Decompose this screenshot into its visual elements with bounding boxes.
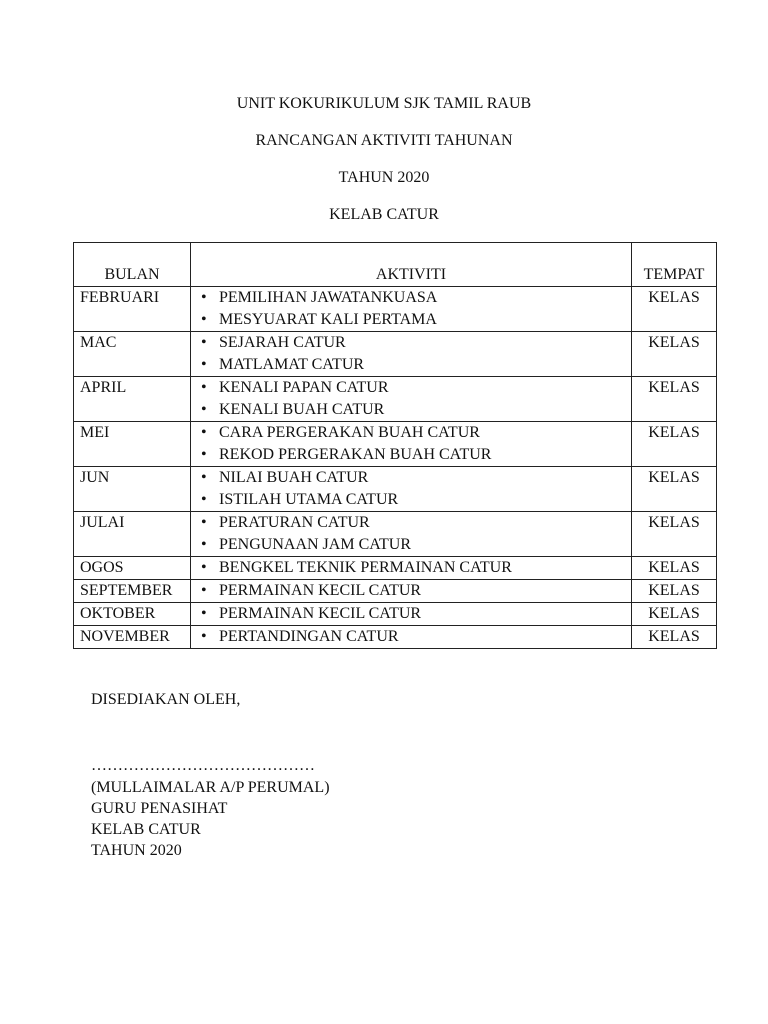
activity-item: • MATLAMAT CATUR xyxy=(197,354,625,376)
table-row xyxy=(74,287,717,332)
activity-item: • PENGUNAAN JAM CATUR xyxy=(197,534,625,556)
month-cell: FEBRUARI xyxy=(74,287,191,332)
activity-list xyxy=(197,377,625,421)
signatory-year: TAHUN 2020 xyxy=(91,842,182,859)
venue-cell: KELAS xyxy=(632,377,717,422)
activity-cell xyxy=(191,287,632,332)
venue-cell: KELAS xyxy=(632,580,717,603)
signatory-name: (MULLAIMALAR A/P PERUMAL) xyxy=(91,779,330,796)
activity-item: • SEJARAH CATUR xyxy=(197,332,625,354)
table-row xyxy=(74,377,717,422)
school-unit-title: UNIT KOKURIKULUM SJK TAMIL RAUB xyxy=(236,95,532,112)
venue-cell: KELAS xyxy=(632,287,717,332)
year-title: TAHUN 2020 xyxy=(338,169,430,186)
activity-cell xyxy=(191,422,632,467)
activity-item: • NILAI BUAH CATUR xyxy=(197,467,625,489)
activity-item: • KENALI BUAH CATUR xyxy=(197,399,625,421)
table-body xyxy=(74,287,717,649)
activity-item: • PERTANDINGAN CATUR xyxy=(197,626,625,648)
activity-item: • CARA PERGERAKAN BUAH CATUR xyxy=(197,422,625,444)
activity-cell xyxy=(191,603,632,626)
table-row xyxy=(74,512,717,557)
table-row xyxy=(74,422,717,467)
activity-list xyxy=(197,422,625,466)
prepared-by-label: DISEDIAKAN OLEH, xyxy=(91,691,241,708)
activity-item: • REKOD PERGERAKAN BUAH CATUR xyxy=(197,444,625,466)
activity-table xyxy=(73,242,717,649)
table-row xyxy=(74,557,717,580)
activity-list xyxy=(197,332,625,376)
venue-cell: KELAS xyxy=(632,467,717,512)
activity-item: • MESYUARAT KALI PERTAMA xyxy=(197,309,625,331)
activity-cell xyxy=(191,580,632,603)
signatory-role: GURU PENASIHAT xyxy=(91,800,228,817)
month-cell: MEI xyxy=(74,422,191,467)
month-cell: NOVEMBER xyxy=(74,626,191,649)
activity-cell xyxy=(191,467,632,512)
plan-title: RANCANGAN AKTIVITI TAHUNAN xyxy=(255,132,513,149)
table-header-row xyxy=(74,243,717,287)
month-cell: OGOS xyxy=(74,557,191,580)
activity-item: • PERATURAN CATUR xyxy=(197,512,625,534)
venue-cell: KELAS xyxy=(632,512,717,557)
activity-item: • PEMILIHAN JAWATANKUASA xyxy=(197,287,625,309)
table-row xyxy=(74,580,717,603)
signature-line: …………………………………… xyxy=(91,757,315,774)
activity-list xyxy=(197,287,625,331)
table-row xyxy=(74,332,717,377)
activity-list xyxy=(197,467,625,511)
column-header-aktiviti: AKTIVITI xyxy=(191,243,632,287)
activity-list xyxy=(197,512,625,556)
activity-list xyxy=(197,603,625,625)
activity-item: • PERMAINAN KECIL CATUR xyxy=(197,580,625,602)
venue-cell: KELAS xyxy=(632,557,717,580)
activity-list xyxy=(197,580,625,602)
club-title: KELAB CATUR xyxy=(329,206,439,223)
activity-item: • ISTILAH UTAMA CATUR xyxy=(197,489,625,511)
activity-list xyxy=(197,626,625,648)
signatory-club: KELAB CATUR xyxy=(91,821,201,838)
month-cell: JULAI xyxy=(74,512,191,557)
activity-cell xyxy=(191,512,632,557)
table-row xyxy=(74,603,717,626)
activity-cell xyxy=(191,332,632,377)
column-header-bulan: BULAN xyxy=(74,243,191,287)
venue-cell: KELAS xyxy=(632,332,717,377)
activity-item: • KENALI PAPAN CATUR xyxy=(197,377,625,399)
activity-cell xyxy=(191,626,632,649)
venue-cell: KELAS xyxy=(632,626,717,649)
activity-cell xyxy=(191,557,632,580)
venue-cell: KELAS xyxy=(632,603,717,626)
activity-list xyxy=(197,557,625,579)
column-header-tempat: TEMPAT xyxy=(632,243,717,287)
table-row xyxy=(74,467,717,512)
venue-cell: KELAS xyxy=(632,422,717,467)
month-cell: SEPTEMBER xyxy=(74,580,191,603)
activity-item: • PERMAINAN KECIL CATUR xyxy=(197,603,625,625)
table-row xyxy=(74,626,717,649)
month-cell: JUN xyxy=(74,467,191,512)
month-cell: APRIL xyxy=(74,377,191,422)
activity-cell xyxy=(191,377,632,422)
activity-item: • BENGKEL TEKNIK PERMAINAN CATUR xyxy=(197,557,625,579)
month-cell: OKTOBER xyxy=(74,603,191,626)
month-cell: MAC xyxy=(74,332,191,377)
